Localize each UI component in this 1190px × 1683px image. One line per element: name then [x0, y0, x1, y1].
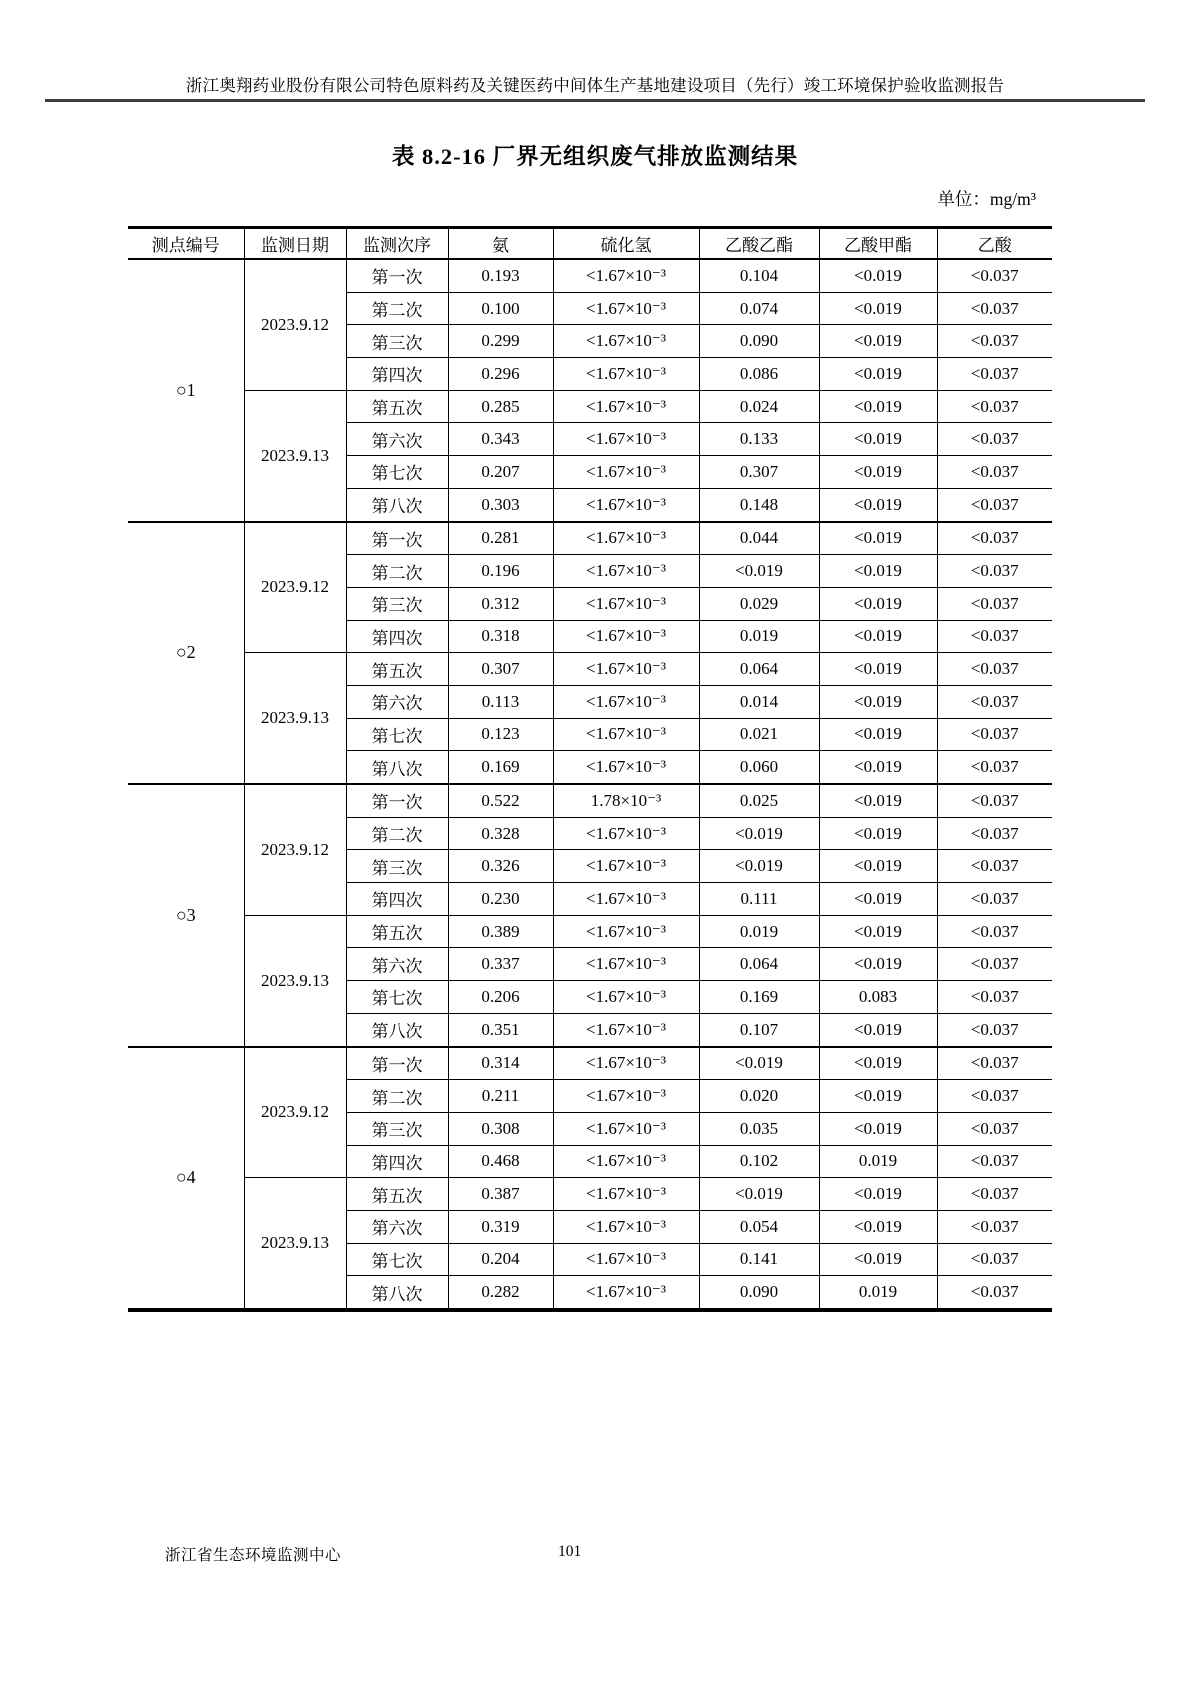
value-cell: <1.67×10⁻³ [553, 522, 699, 555]
value-cell: <0.037 [937, 555, 1052, 588]
document-header: 浙江奥翔药业股份有限公司特色原料药及关键医药中间体生产基地建设项目（先行）竣工环境保护验收监测报告 [185, 76, 1005, 95]
sequence-cell: 第七次 [346, 718, 448, 751]
value-cell: <0.037 [937, 653, 1052, 686]
value-cell: <0.019 [819, 784, 937, 817]
value-cell: <1.67×10⁻³ [553, 1145, 699, 1178]
value-cell: 0.206 [448, 981, 553, 1014]
sequence-cell: 第一次 [346, 522, 448, 555]
value-cell: <1.67×10⁻³ [553, 456, 699, 489]
value-cell: <0.019 [819, 1013, 937, 1046]
sequence-cell: 第八次 [346, 488, 448, 521]
value-cell: <0.037 [937, 620, 1052, 653]
value-cell: 0.328 [448, 817, 553, 850]
value-cell: <1.67×10⁻³ [553, 358, 699, 391]
value-cell: 0.141 [699, 1243, 819, 1276]
unit-label: 单位：mg/m³ [937, 189, 1036, 209]
value-cell: 0.337 [448, 948, 553, 981]
sequence-cell: 第三次 [346, 1112, 448, 1145]
value-cell: <0.037 [937, 259, 1052, 292]
column-header-point: 测点编号 [128, 228, 244, 260]
value-cell: <0.019 [819, 1047, 937, 1080]
sequence-cell: 第一次 [346, 784, 448, 817]
monitoring-results-table [128, 226, 1052, 1312]
value-cell: <0.037 [937, 1210, 1052, 1243]
value-cell: <0.019 [819, 685, 937, 718]
value-cell: <1.67×10⁻³ [553, 883, 699, 916]
value-cell: 0.343 [448, 423, 553, 456]
value-cell: 0.204 [448, 1243, 553, 1276]
value-cell: 0.019 [819, 1276, 937, 1310]
value-cell: 0.100 [448, 292, 553, 325]
value-cell: 0.387 [448, 1178, 553, 1211]
value-cell: <0.037 [937, 1080, 1052, 1113]
value-cell: <0.019 [819, 555, 937, 588]
sequence-cell: 第八次 [346, 1276, 448, 1310]
sequence-cell: 第五次 [346, 653, 448, 686]
value-cell: <0.019 [819, 522, 937, 555]
value-cell: <0.019 [819, 718, 937, 751]
value-cell: <0.037 [937, 751, 1052, 784]
value-cell: <0.019 [699, 817, 819, 850]
header-divider [45, 99, 1145, 102]
sequence-cell: 第三次 [346, 850, 448, 883]
value-cell: <0.037 [937, 850, 1052, 883]
value-cell: <0.037 [937, 1145, 1052, 1178]
sequence-cell: 第五次 [346, 1178, 448, 1211]
value-cell: <1.67×10⁻³ [553, 1210, 699, 1243]
value-cell: 0.296 [448, 358, 553, 391]
sequence-cell: 第一次 [346, 259, 448, 292]
sequence-cell: 第二次 [346, 1080, 448, 1113]
value-cell: 0.133 [699, 423, 819, 456]
value-cell: <0.019 [819, 488, 937, 521]
value-cell: <1.67×10⁻³ [553, 948, 699, 981]
value-cell: <0.037 [937, 358, 1052, 391]
sequence-cell: 第二次 [346, 292, 448, 325]
value-cell: 0.090 [699, 325, 819, 358]
value-cell: <0.037 [937, 1178, 1052, 1211]
table-row [128, 390, 1052, 423]
value-cell: 0.019 [699, 915, 819, 948]
value-cell: <0.019 [819, 1210, 937, 1243]
value-cell: <0.037 [937, 718, 1052, 751]
sequence-cell: 第一次 [346, 1047, 448, 1080]
sequence-cell: 第六次 [346, 1210, 448, 1243]
column-header-ammonia: 氨 [448, 228, 553, 260]
sequence-cell: 第三次 [346, 587, 448, 620]
value-cell: <0.019 [819, 456, 937, 489]
column-header-date: 监测日期 [244, 228, 346, 260]
value-cell: 0.207 [448, 456, 553, 489]
sequence-cell: 第六次 [346, 948, 448, 981]
value-cell: <0.037 [937, 883, 1052, 916]
date-cell: 2023.9.13 [244, 1178, 346, 1310]
value-cell: <0.019 [819, 817, 937, 850]
value-cell: <0.019 [819, 620, 937, 653]
value-cell: 0.029 [699, 587, 819, 620]
table-row [128, 1178, 1052, 1211]
table-header-row [128, 228, 1052, 260]
value-cell: <1.67×10⁻³ [553, 685, 699, 718]
date-cell: 2023.9.12 [244, 259, 346, 390]
value-cell: 0.074 [699, 292, 819, 325]
value-cell: 0.303 [448, 488, 553, 521]
value-cell: <0.019 [699, 850, 819, 883]
table-body [128, 259, 1052, 1310]
sequence-cell: 第四次 [346, 358, 448, 391]
value-cell: 0.090 [699, 1276, 819, 1310]
value-cell: <0.019 [819, 751, 937, 784]
value-cell: 0.064 [699, 948, 819, 981]
value-cell: 0.044 [699, 522, 819, 555]
value-cell: <0.037 [937, 423, 1052, 456]
value-cell: <1.67×10⁻³ [553, 325, 699, 358]
value-cell: <1.67×10⁻³ [553, 620, 699, 653]
value-cell: <0.019 [819, 423, 937, 456]
sequence-cell: 第五次 [346, 390, 448, 423]
date-cell: 2023.9.12 [244, 784, 346, 915]
point-id-cell: ○4 [128, 1047, 244, 1311]
value-cell: <0.037 [937, 456, 1052, 489]
sequence-cell: 第七次 [346, 1243, 448, 1276]
value-cell: <0.037 [937, 325, 1052, 358]
value-cell: 0.230 [448, 883, 553, 916]
value-cell: <1.67×10⁻³ [553, 817, 699, 850]
value-cell: 1.78×10⁻³ [553, 784, 699, 817]
sequence-cell: 第八次 [346, 1013, 448, 1046]
table-row [128, 259, 1052, 292]
value-cell: <0.037 [937, 817, 1052, 850]
sequence-cell: 第二次 [346, 817, 448, 850]
value-cell: 0.285 [448, 390, 553, 423]
sequence-cell: 第四次 [346, 883, 448, 916]
value-cell: <0.037 [937, 1047, 1052, 1080]
column-header-methyl-acetate: 乙酸甲酯 [819, 228, 937, 260]
date-cell: 2023.9.13 [244, 390, 346, 521]
sequence-cell: 第四次 [346, 1145, 448, 1178]
value-cell: <0.019 [819, 850, 937, 883]
sequence-cell: 第三次 [346, 325, 448, 358]
value-cell: 0.307 [448, 653, 553, 686]
value-cell: <1.67×10⁻³ [553, 292, 699, 325]
value-cell: <0.019 [819, 292, 937, 325]
point-id-cell: ○1 [128, 259, 244, 522]
value-cell: <0.019 [819, 390, 937, 423]
value-cell: 0.025 [699, 784, 819, 817]
value-cell: 0.169 [699, 981, 819, 1014]
value-cell: 0.123 [448, 718, 553, 751]
value-cell: 0.107 [699, 1013, 819, 1046]
column-header-sequence: 监测次序 [346, 228, 448, 260]
value-cell: <0.019 [819, 325, 937, 358]
value-cell: <1.67×10⁻³ [553, 751, 699, 784]
value-cell: <0.037 [937, 685, 1052, 718]
column-header-acetic-acid: 乙酸 [937, 228, 1052, 260]
value-cell: 0.282 [448, 1276, 553, 1310]
value-cell: 0.083 [819, 981, 937, 1014]
value-cell: <1.67×10⁻³ [553, 915, 699, 948]
column-header-ethyl-acetate: 乙酸乙酯 [699, 228, 819, 260]
value-cell: 0.522 [448, 784, 553, 817]
value-cell: <0.037 [937, 981, 1052, 1014]
value-cell: 0.113 [448, 685, 553, 718]
sequence-cell: 第五次 [346, 915, 448, 948]
value-cell: <0.037 [937, 390, 1052, 423]
sequence-cell: 第二次 [346, 555, 448, 588]
value-cell: <0.037 [937, 915, 1052, 948]
value-cell: <0.019 [819, 1080, 937, 1113]
value-cell: 0.111 [699, 883, 819, 916]
date-cell: 2023.9.13 [244, 915, 346, 1046]
value-cell: 0.196 [448, 555, 553, 588]
value-cell: <1.67×10⁻³ [553, 555, 699, 588]
value-cell: <1.67×10⁻³ [553, 718, 699, 751]
value-cell: 0.021 [699, 718, 819, 751]
value-cell: <1.67×10⁻³ [553, 390, 699, 423]
value-cell: <1.67×10⁻³ [553, 1013, 699, 1046]
value-cell: 0.211 [448, 1080, 553, 1113]
value-cell: <1.67×10⁻³ [553, 1276, 699, 1310]
sequence-cell: 第七次 [346, 456, 448, 489]
value-cell: <1.67×10⁻³ [553, 423, 699, 456]
page-number: 101 [558, 1543, 582, 1560]
value-cell: <0.019 [819, 259, 937, 292]
table-row [128, 784, 1052, 817]
value-cell: <0.019 [819, 587, 937, 620]
value-cell: 0.468 [448, 1145, 553, 1178]
sequence-cell: 第六次 [346, 423, 448, 456]
value-cell: <0.037 [937, 1276, 1052, 1310]
value-cell: 0.148 [699, 488, 819, 521]
value-cell: <0.019 [819, 1243, 937, 1276]
value-cell: 0.281 [448, 522, 553, 555]
value-cell: <1.67×10⁻³ [553, 1112, 699, 1145]
table-row [128, 522, 1052, 555]
value-cell: <0.019 [819, 948, 937, 981]
point-id-cell: ○2 [128, 522, 244, 785]
value-cell: 0.307 [699, 456, 819, 489]
table-row [128, 653, 1052, 686]
value-cell: <1.67×10⁻³ [553, 850, 699, 883]
value-cell: 0.326 [448, 850, 553, 883]
value-cell: <0.037 [937, 1243, 1052, 1276]
table-row [128, 915, 1052, 948]
value-cell: 0.389 [448, 915, 553, 948]
value-cell: <1.67×10⁻³ [553, 653, 699, 686]
value-cell: <0.037 [937, 292, 1052, 325]
value-cell: 0.086 [699, 358, 819, 391]
value-cell: 0.064 [699, 653, 819, 686]
value-cell: <0.019 [699, 1047, 819, 1080]
value-cell: 0.312 [448, 587, 553, 620]
value-cell: <0.019 [699, 1178, 819, 1211]
value-cell: 0.020 [699, 1080, 819, 1113]
value-cell: <0.037 [937, 522, 1052, 555]
value-cell: <0.019 [819, 1112, 937, 1145]
value-cell: <0.019 [819, 358, 937, 391]
value-cell: <0.037 [937, 948, 1052, 981]
value-cell: 0.104 [699, 259, 819, 292]
value-cell: <0.037 [937, 784, 1052, 817]
table-title: 表 8.2-16 厂界无组织废气排放监测结果 [391, 144, 799, 169]
value-cell: <0.019 [819, 1178, 937, 1211]
value-cell: 0.019 [819, 1145, 937, 1178]
value-cell: <1.67×10⁻³ [553, 488, 699, 521]
value-cell: <0.037 [937, 1112, 1052, 1145]
value-cell: 0.014 [699, 685, 819, 718]
value-cell: <1.67×10⁻³ [553, 981, 699, 1014]
value-cell: <1.67×10⁻³ [553, 1047, 699, 1080]
value-cell: <0.037 [937, 587, 1052, 620]
value-cell: 0.102 [699, 1145, 819, 1178]
value-cell: 0.024 [699, 390, 819, 423]
value-cell: <0.019 [819, 653, 937, 686]
table-row [128, 1047, 1052, 1080]
value-cell: <1.67×10⁻³ [553, 1243, 699, 1276]
point-id-cell: ○3 [128, 784, 244, 1047]
value-cell: 0.019 [699, 620, 819, 653]
date-cell: 2023.9.12 [244, 522, 346, 653]
value-cell: <1.67×10⁻³ [553, 259, 699, 292]
value-cell: 0.318 [448, 620, 553, 653]
value-cell: <0.019 [699, 555, 819, 588]
sequence-cell: 第四次 [346, 620, 448, 653]
value-cell: <1.67×10⁻³ [553, 587, 699, 620]
value-cell: <1.67×10⁻³ [553, 1178, 699, 1211]
sequence-cell: 第六次 [346, 685, 448, 718]
value-cell: 0.169 [448, 751, 553, 784]
value-cell: 0.193 [448, 259, 553, 292]
date-cell: 2023.9.13 [244, 653, 346, 784]
footer-organization: 浙江省生态环境监测中心 [165, 1547, 342, 1564]
value-cell: <0.019 [819, 883, 937, 916]
sequence-cell: 第七次 [346, 981, 448, 1014]
value-cell: <0.019 [819, 915, 937, 948]
value-cell: 0.299 [448, 325, 553, 358]
value-cell: 0.308 [448, 1112, 553, 1145]
value-cell: <0.037 [937, 1013, 1052, 1046]
sequence-cell: 第八次 [346, 751, 448, 784]
value-cell: <0.037 [937, 488, 1052, 521]
date-cell: 2023.9.12 [244, 1047, 346, 1178]
value-cell: 0.319 [448, 1210, 553, 1243]
column-header-hydrogen-sulfide: 硫化氢 [553, 228, 699, 260]
value-cell: <1.67×10⁻³ [553, 1080, 699, 1113]
value-cell: 0.035 [699, 1112, 819, 1145]
value-cell: 0.351 [448, 1013, 553, 1046]
value-cell: 0.054 [699, 1210, 819, 1243]
value-cell: 0.060 [699, 751, 819, 784]
value-cell: 0.314 [448, 1047, 553, 1080]
